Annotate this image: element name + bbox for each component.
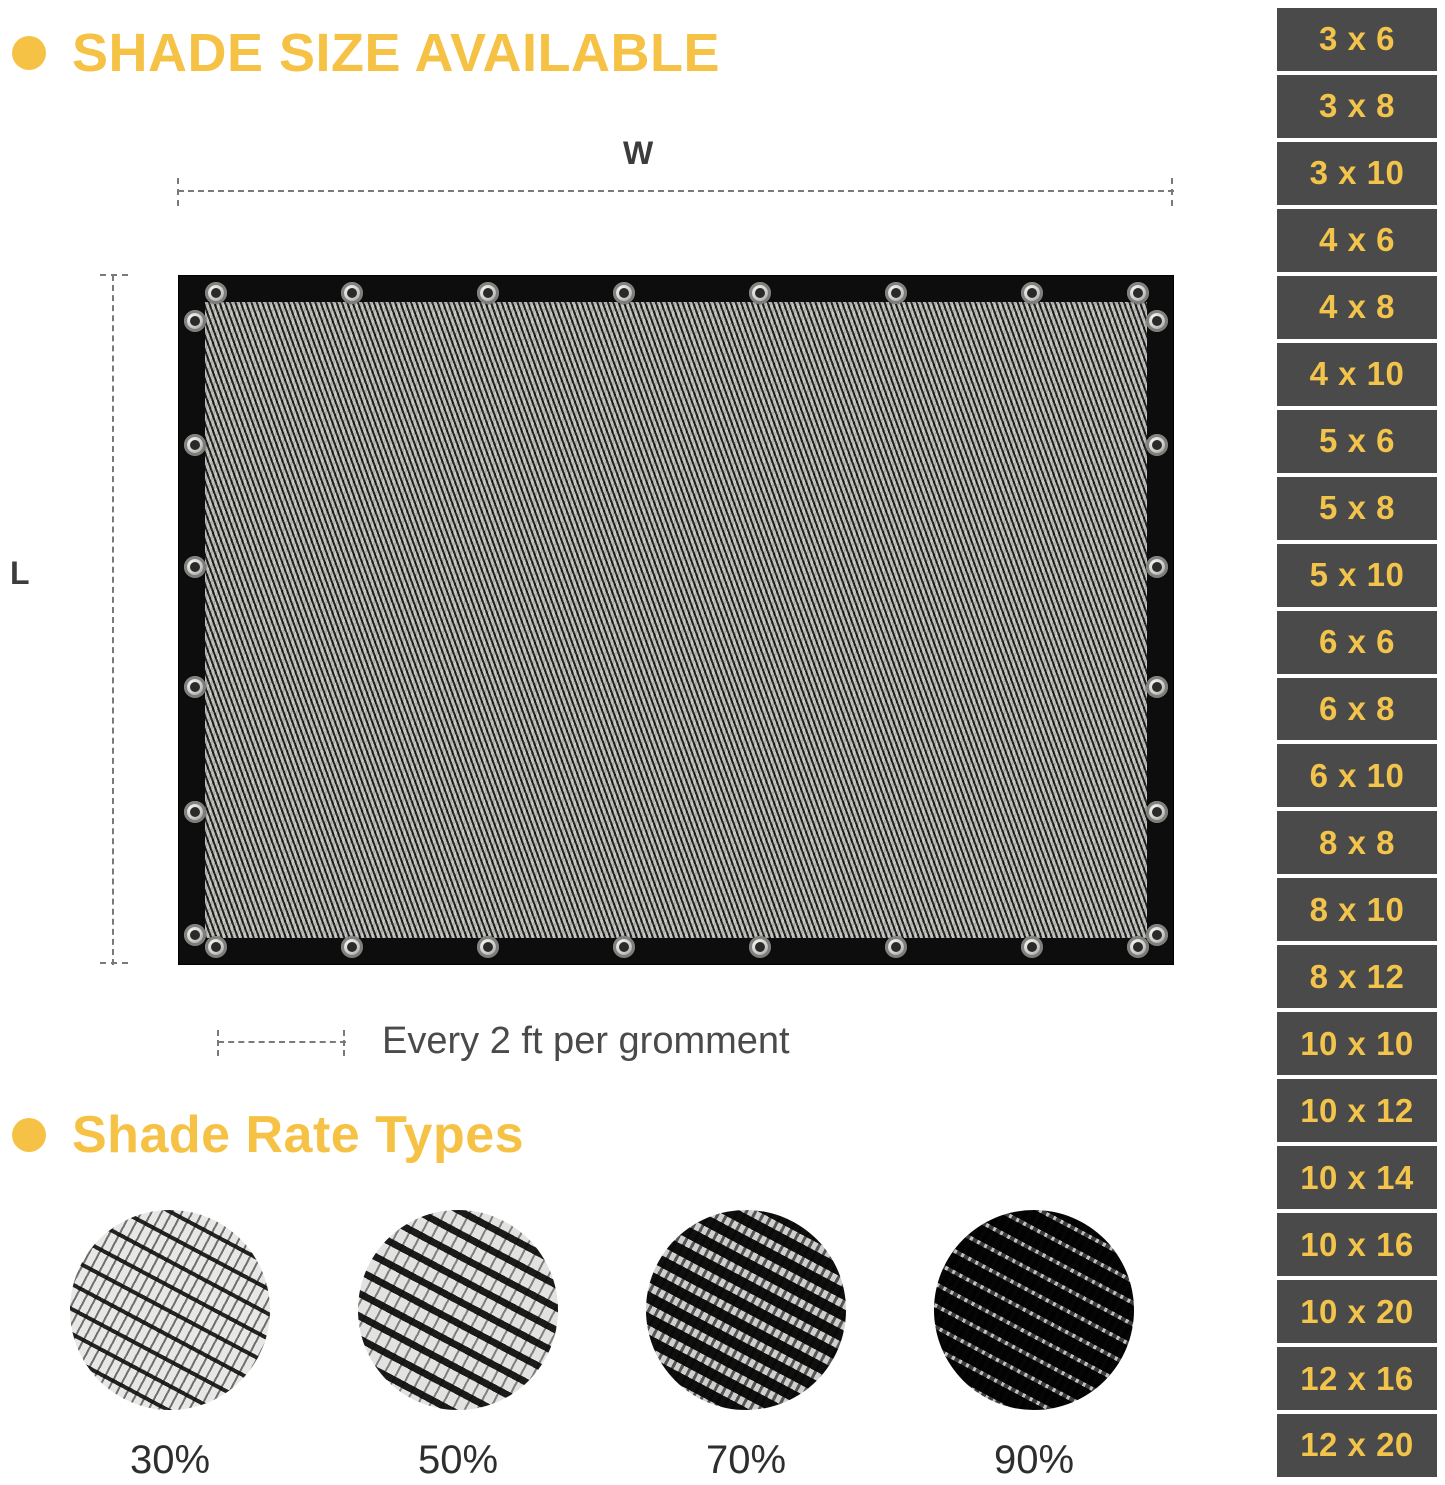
size-chip[interactable]: 6 x 6 <box>1277 611 1437 674</box>
size-chip[interactable]: 4 x 10 <box>1277 343 1437 406</box>
mesh-swatch-30 <box>70 1210 270 1410</box>
shade-rate-title <box>12 1105 524 1165</box>
size-chip[interactable]: 8 x 12 <box>1277 945 1437 1008</box>
shade-cloth-illustration <box>178 275 1174 965</box>
grommet <box>184 310 206 332</box>
grommet-spacing-text: Every 2 ft per gromment <box>382 1020 790 1062</box>
shade-rate-label: 90% <box>993 1438 1075 1482</box>
grommet-spacing-bracket <box>218 1041 346 1043</box>
shade-rate-label: 30% <box>129 1438 211 1482</box>
size-chip[interactable]: 4 x 6 <box>1277 209 1437 272</box>
size-option-list <box>1277 0 1445 1485</box>
size-chip[interactable]: 12 x 20 <box>1277 1414 1437 1477</box>
grommet <box>184 556 206 578</box>
grommet <box>184 676 206 698</box>
size-chip[interactable]: 3 x 10 <box>1277 142 1437 205</box>
shade-dimension-diagram <box>10 130 1190 1030</box>
shade-rate-list <box>70 1210 1200 1483</box>
size-chip[interactable]: 12 x 16 <box>1277 1347 1437 1410</box>
grommet <box>205 936 227 958</box>
size-chip[interactable]: 4 x 8 <box>1277 276 1437 339</box>
grommet <box>1127 936 1149 958</box>
size-chip[interactable]: 5 x 8 <box>1277 477 1437 540</box>
size-chip[interactable]: 5 x 10 <box>1277 544 1437 607</box>
width-dimension-label: W <box>623 135 654 171</box>
bullet-dot-icon <box>12 1118 46 1152</box>
grommet <box>1146 801 1168 823</box>
length-dimension-line <box>112 275 114 965</box>
mesh-swatch-50 <box>358 1210 558 1410</box>
grommet <box>749 282 771 304</box>
grommet <box>1146 924 1168 946</box>
grommet <box>1146 434 1168 456</box>
grommet <box>341 936 363 958</box>
grommet <box>613 936 635 958</box>
grommet-spacing-note <box>218 1020 790 1063</box>
grommet <box>1021 282 1043 304</box>
grommet <box>885 282 907 304</box>
grommet <box>1127 282 1149 304</box>
bullet-dot-icon <box>12 36 46 70</box>
size-chip[interactable]: 6 x 8 <box>1277 678 1437 741</box>
shade-rate-label: 70% <box>705 1438 787 1482</box>
grommet <box>184 801 206 823</box>
grommet <box>184 434 206 456</box>
size-chip[interactable]: 5 x 6 <box>1277 410 1437 473</box>
size-chip[interactable]: 10 x 20 <box>1277 1280 1437 1343</box>
size-chip[interactable]: 10 x 14 <box>1277 1146 1437 1209</box>
shade-rate-label: 50% <box>417 1438 499 1482</box>
size-chip[interactable]: 6 x 10 <box>1277 744 1437 807</box>
grommet <box>749 936 771 958</box>
shade-rate-item <box>358 1210 558 1483</box>
mesh-fabric-texture <box>205 302 1147 938</box>
grommet <box>341 282 363 304</box>
size-chip[interactable]: 10 x 12 <box>1277 1079 1437 1142</box>
grommet <box>1146 556 1168 578</box>
shade-rate-item <box>934 1210 1134 1483</box>
grommet <box>477 282 499 304</box>
size-chip[interactable]: 3 x 6 <box>1277 8 1437 71</box>
grommet <box>1021 936 1043 958</box>
length-dimension-label: L <box>10 555 30 591</box>
grommet <box>613 282 635 304</box>
grommet <box>1146 676 1168 698</box>
grommet <box>1146 310 1168 332</box>
width-dimension-line <box>178 190 1174 192</box>
page-title <box>12 22 720 84</box>
page-title-text: SHADE SIZE AVAILABLE <box>72 23 721 83</box>
size-chip[interactable]: 10 x 10 <box>1277 1012 1437 1075</box>
size-chip[interactable]: 8 x 10 <box>1277 878 1437 941</box>
mesh-swatch-90 <box>934 1210 1134 1410</box>
grommet <box>205 282 227 304</box>
size-chip[interactable]: 3 x 8 <box>1277 75 1437 138</box>
grommet <box>477 936 499 958</box>
size-chip[interactable]: 10 x 16 <box>1277 1213 1437 1276</box>
mesh-swatch-70 <box>646 1210 846 1410</box>
shade-rate-item <box>646 1210 846 1483</box>
shade-rate-item <box>70 1210 270 1483</box>
grommet <box>184 924 206 946</box>
grommet <box>885 936 907 958</box>
size-chip[interactable]: 8 x 8 <box>1277 811 1437 874</box>
shade-rate-title-text: Shade Rate Types <box>72 1106 525 1164</box>
